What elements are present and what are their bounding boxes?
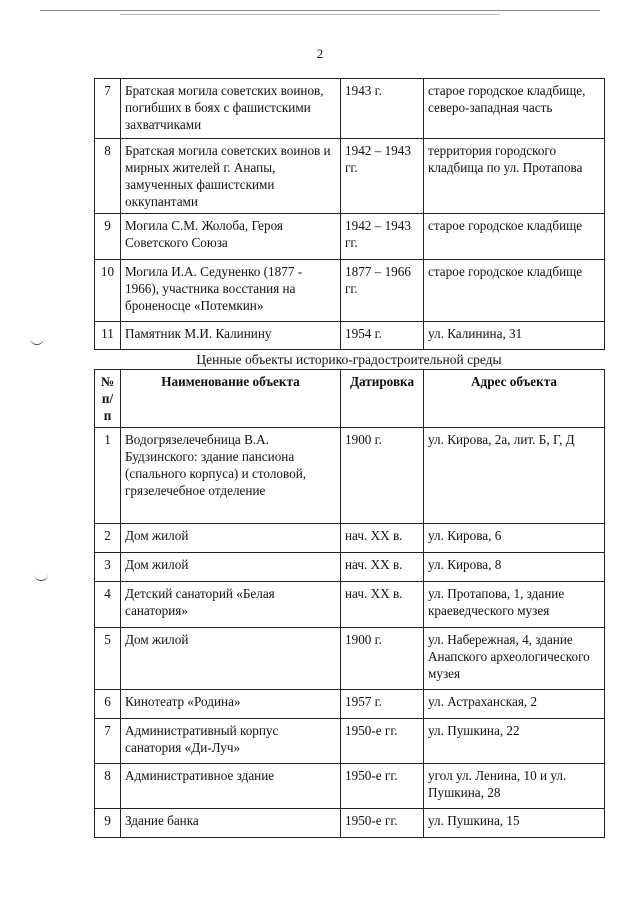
table-row xyxy=(95,582,605,628)
object-address: ул. Набережная, 4, здание Анапского археологического музея xyxy=(424,628,605,690)
table-row xyxy=(95,524,605,553)
section-caption: Ценные объекты историко-градостроительной среды xyxy=(196,352,502,367)
object-name: Административное здание xyxy=(121,764,341,809)
object-date: нач. XX в. xyxy=(341,553,424,582)
row-number: 3 xyxy=(95,553,121,582)
row-number: 6 xyxy=(95,690,121,719)
object-date: 1943 г. xyxy=(341,79,424,139)
margin-mark xyxy=(30,336,44,345)
table-header-row xyxy=(95,370,605,428)
row-number: 8 xyxy=(95,764,121,809)
row-number: 5 xyxy=(95,628,121,690)
object-date: нач. XX в. xyxy=(341,524,424,553)
object-address: ул. Пушкина, 15 xyxy=(424,809,605,838)
object-name: Дом жилой xyxy=(121,628,341,690)
row-number: 11 xyxy=(95,322,121,350)
row-number: 2 xyxy=(95,524,121,553)
table-row xyxy=(95,809,605,838)
object-date: 1957 г. xyxy=(341,690,424,719)
object-name: Детский санаторий «Белая санатория» xyxy=(121,582,341,628)
table-row xyxy=(95,79,605,139)
object-date: 1942 – 1943 гг. xyxy=(341,214,424,260)
page-number: 2 xyxy=(316,46,324,61)
table-row xyxy=(95,764,605,809)
object-name: Дом жилой xyxy=(121,553,341,582)
row-number: 9 xyxy=(95,214,121,260)
row-number: 10 xyxy=(95,260,121,322)
object-address: ул. Протапова, 1, здание краеведческого музея xyxy=(424,582,605,628)
table-row xyxy=(95,628,605,690)
row-number: 7 xyxy=(95,719,121,764)
object-date: 1950-е гг. xyxy=(341,719,424,764)
table-row xyxy=(95,322,605,350)
object-name: Кинотеатр «Родина» xyxy=(121,690,341,719)
valuable-objects-table xyxy=(94,369,605,838)
table-row xyxy=(95,139,605,214)
row-number: 9 xyxy=(95,809,121,838)
object-name: Водогрязелечебница В.А. Будзинского: здание пансиона (спального корпуса) и столовой, грязелечебное отделение xyxy=(121,428,341,524)
margin-mark xyxy=(34,572,48,581)
row-number: 1 xyxy=(95,428,121,524)
object-name: Братская могила советских воинов и мирных жителей г. Анапы, замученных фашистскими оккупантами xyxy=(121,139,341,214)
object-address: угол ул. Ленина, 10 и ул. Пушкина, 28 xyxy=(424,764,605,809)
object-address: ул. Пушкина, 22 xyxy=(424,719,605,764)
object-name: Братская могила советских воинов, погибших в боях с фашистскими захватчиками xyxy=(121,79,341,139)
object-address: ул. Кирова, 8 xyxy=(424,553,605,582)
object-address: ул. Кирова, 2а, лит. Б, Г, Д xyxy=(424,428,605,524)
object-date: 1950-е гг. xyxy=(341,809,424,838)
object-name: Могила С.М. Жолоба, Героя Советского Союза xyxy=(121,214,341,260)
row-number: 7 xyxy=(95,79,121,139)
object-name: Могила И.А. Седуненко (1877 - 1966), участника восстания на броненосце «Потемкин» xyxy=(121,260,341,322)
object-address: ул. Астраханская, 2 xyxy=(424,690,605,719)
object-date: 1900 г. xyxy=(341,628,424,690)
row-number: 8 xyxy=(95,139,121,214)
object-address: территория городского кладбища по ул. Протапова xyxy=(424,139,605,214)
object-date: 1950-е гг. xyxy=(341,764,424,809)
monuments-table-continuation xyxy=(94,78,605,350)
object-name: Памятник М.И. Калинину xyxy=(121,322,341,350)
object-address: старое городское кладбище xyxy=(424,214,605,260)
table-row xyxy=(95,260,605,322)
table-row xyxy=(95,690,605,719)
object-address: ул. Кирова, 6 xyxy=(424,524,605,553)
object-name: Административный корпус санатория «Ди-Луч» xyxy=(121,719,341,764)
object-date: 1877 – 1966 гг. xyxy=(341,260,424,322)
object-name: Дом жилой xyxy=(121,524,341,553)
object-address: ул. Калинина, 31 xyxy=(424,322,605,350)
table-row xyxy=(95,428,605,524)
object-date: 1954 г. xyxy=(341,322,424,350)
scan-artifact-line xyxy=(40,10,600,11)
header-address: Адрес объекта xyxy=(424,370,605,428)
scan-artifact-line xyxy=(120,14,500,15)
object-address: старое городское кладбище, северо-западная часть xyxy=(424,79,605,139)
object-address: старое городское кладбище xyxy=(424,260,605,322)
object-date: 1900 г. xyxy=(341,428,424,524)
table-row xyxy=(95,214,605,260)
table-row xyxy=(95,719,605,764)
header-date: Датировка xyxy=(341,370,424,428)
header-number: № п/п xyxy=(95,370,121,428)
header-name: Наименование объекта xyxy=(121,370,341,428)
object-date: нач. XX в. xyxy=(341,582,424,628)
object-name: Здание банка xyxy=(121,809,341,838)
row-number: 4 xyxy=(95,582,121,628)
table-row xyxy=(95,553,605,582)
object-date: 1942 – 1943 гг. xyxy=(341,139,424,214)
